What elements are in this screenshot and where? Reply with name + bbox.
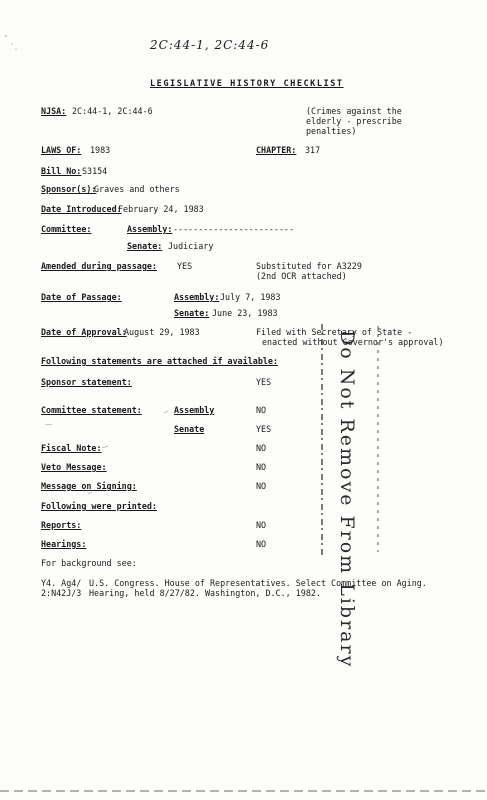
hearings-label: Hearings:: [41, 539, 87, 549]
background-label: For background see:: [41, 558, 137, 568]
hearings-value: NO: [256, 539, 267, 549]
committee-assembly-label: Assembly:: [127, 224, 173, 234]
bill-no-value: S3154: [82, 166, 108, 176]
library-stamp: Do Not Remove From Library: [336, 330, 358, 669]
laws-of-value: 1983: [90, 145, 111, 155]
date-introduced-label: Date Introduced:: [41, 204, 122, 214]
njsa-note-line: elderly - prescribe: [306, 116, 402, 126]
amended-value: YES: [177, 261, 193, 271]
committee-statement-assembly-value: NO: [256, 405, 267, 415]
njsa-note-line: penalties): [306, 126, 357, 136]
approval-note-line: Filed with Secretary of State -: [256, 327, 413, 337]
passage-senate-value: June 23, 1983: [212, 308, 278, 318]
njsa-label: NJSA:: [41, 106, 67, 116]
date-of-passage-label: Date of Passage:: [41, 292, 122, 302]
handwritten-statute-note: 2C:44-1, 2C:44-6: [150, 38, 270, 52]
committee-statement-label: Committee statement:: [41, 405, 142, 415]
fiscal-note-value: NO: [256, 443, 267, 453]
date-of-approval-value: August 29, 1983: [124, 327, 200, 337]
call-number-line: 2:N42J/3: [41, 588, 82, 598]
veto-message-label: Veto Message:: [41, 462, 107, 472]
bill-no-label: Bill No:: [41, 166, 82, 176]
following-printed-heading: Following were printed:: [41, 501, 157, 511]
following-attached-heading: Following statements are attached if available:: [41, 356, 278, 366]
chapter-value: 317: [305, 145, 321, 155]
reports-value: NO: [256, 520, 267, 530]
bottom-dashed-rule: [0, 790, 487, 792]
committee-assembly-value: ------------------------: [173, 224, 295, 234]
njsa-note-line: (Crimes against the: [306, 106, 402, 116]
message-on-signing-value: NO: [256, 481, 267, 491]
veto-message-value: NO: [256, 462, 267, 472]
committee-statement-senate-label: Senate: [174, 424, 205, 434]
committee-senate-label: Senate:: [127, 241, 163, 251]
chapter-label: CHAPTER:: [256, 145, 297, 155]
amended-note-line: (2nd OCR attached): [256, 271, 347, 281]
date-of-approval-label: Date of Approval:: [41, 327, 127, 337]
approval-note-line: enacted without Governor's approval): [262, 337, 444, 347]
committee-label: Committee:: [41, 224, 92, 234]
sponsor-statement-value: YES: [256, 377, 272, 387]
committee-senate-value: Judiciary: [168, 241, 214, 251]
amended-label: Amended during passage:: [41, 261, 157, 271]
committee-statement-senate-value: YES: [256, 424, 272, 434]
passage-assembly-label: Assembly:: [174, 292, 220, 302]
laws-of-label: LAWS OF:: [41, 145, 82, 155]
date-introduced-value: February 24, 1983: [118, 204, 204, 214]
message-on-signing-label: Message on Signing:: [41, 481, 137, 491]
sponsors-value: Graves and others: [94, 184, 180, 194]
call-number-line: Y4. Ag4/: [41, 578, 82, 588]
amended-note-line: Substituted for A3229: [256, 261, 362, 271]
reports-label: Reports:: [41, 520, 82, 530]
citation-line: U.S. Congress. House of Representatives. Select Committee on Aging.: [89, 578, 427, 588]
sponsors-label: Sponsor(s):: [41, 184, 97, 194]
committee-statement-assembly-label: Assembly: [174, 405, 215, 415]
citation-line: Hearing, held 8/27/82. Washington, D.C., 1982.: [89, 588, 321, 598]
fiscal-note-label: Fiscal Note:: [41, 443, 102, 453]
sponsor-statement-label: Sponsor statement:: [41, 377, 132, 387]
passage-senate-label: Senate:: [174, 308, 210, 318]
njsa-value: 2C:44-1, 2C:44-6: [72, 106, 153, 116]
passage-assembly-value: July 7, 1983: [220, 292, 281, 302]
page-title: LEGISLATIVE HISTORY CHECKLIST: [150, 79, 344, 89]
